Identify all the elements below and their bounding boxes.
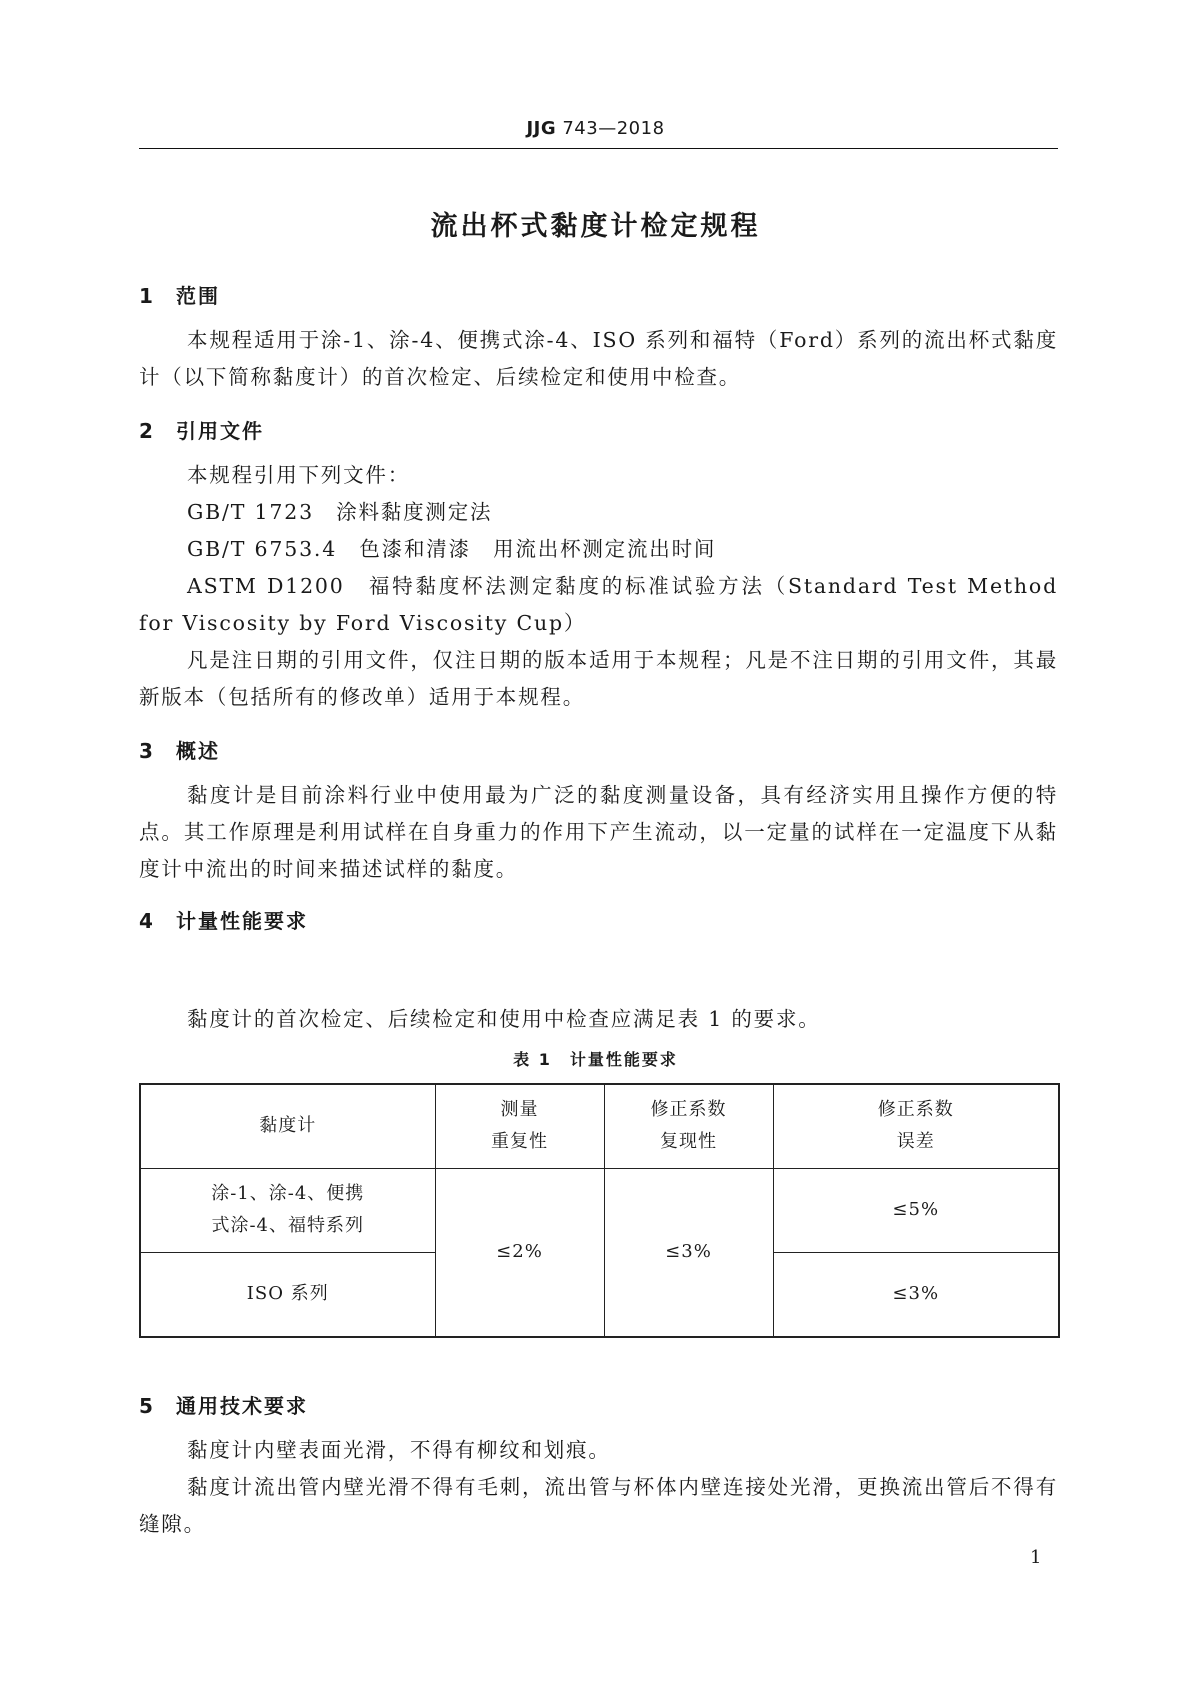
section-number: 3 bbox=[139, 739, 155, 763]
requirements-table bbox=[139, 1083, 1060, 1338]
section-heading-scope bbox=[139, 280, 220, 309]
table-caption: 表 1 计量性能要求 bbox=[513, 1050, 678, 1069]
header-error: 修正系数 误差 bbox=[773, 1084, 1059, 1168]
metrology-intro: 黏度计的首次检定、后续检定和使用中检查应满足表 1 的要求。 bbox=[187, 1007, 821, 1031]
section-title: 引用文件 bbox=[176, 419, 264, 443]
section-number: 1 bbox=[139, 284, 155, 308]
reproducibility-cell: ≤3% bbox=[604, 1168, 773, 1337]
reference-item: GB/T 1723 涂料黏度测定法 bbox=[187, 500, 493, 524]
section-heading-general bbox=[139, 1390, 308, 1419]
running-header bbox=[0, 118, 1191, 139]
repeatability-cell: ≤2% bbox=[435, 1168, 604, 1337]
header-reproducibility: 修正系数 复现性 bbox=[604, 1084, 773, 1168]
section-title: 概述 bbox=[176, 739, 220, 763]
section-heading-metrology bbox=[139, 905, 308, 934]
error-cell: ≤3% bbox=[773, 1252, 1059, 1337]
section-title: 通用技术要求 bbox=[176, 1394, 308, 1418]
table-row bbox=[140, 1168, 1059, 1252]
error-cell: ≤5% bbox=[773, 1168, 1059, 1252]
references-note: 凡是注日期的引用文件，仅注日期的版本适用于本规程；凡是不注日期的引用文件，其最新版本（包括所有的修改单）适用于本规程。 bbox=[139, 648, 1058, 709]
section-number: 5 bbox=[139, 1394, 155, 1418]
reference-item: GB/T 6753.4 色漆和清漆 用流出杯测定流出时间 bbox=[187, 537, 717, 561]
section-number: 2 bbox=[139, 419, 155, 443]
section-heading-overview bbox=[139, 735, 220, 764]
section-heading-references bbox=[139, 415, 264, 444]
viscometer-type-cell: ISO 系列 bbox=[140, 1252, 435, 1337]
general-requirement: 黏度计流出管内壁光滑不得有毛刺，流出管与杯体内壁连接处光滑，更换流出管后不得有缝隙。 bbox=[139, 1475, 1058, 1536]
section-title: 范围 bbox=[176, 284, 220, 308]
reference-item-astm: ASTM D1200 福特黏度杯法测定黏度的标准试验方法（Standard Test Method for Viscosity by Ford Viscosity Cup） bbox=[139, 574, 1058, 635]
general-requirement: 黏度计内壁表面光滑，不得有柳纹和划痕。 bbox=[187, 1438, 611, 1462]
table-header-row bbox=[140, 1084, 1059, 1168]
header-repeatability: 测量 重复性 bbox=[435, 1084, 604, 1168]
header-viscometer: 黏度计 bbox=[140, 1084, 435, 1168]
page-title: 流出杯式黏度计检定规程 bbox=[430, 211, 761, 242]
section-title: 计量性能要求 bbox=[176, 909, 308, 933]
section-number: 4 bbox=[139, 909, 155, 933]
overview-paragraph: 黏度计是目前涂料行业中使用最为广泛的黏度测量设备，具有经济实用且操作方便的特点。其工作原理是利用试样在自身重力的作用下产生流动，以一定量的试样在一定温度下从黏度计中流出的时间来描述试样的黏度。 bbox=[139, 783, 1058, 881]
viscometer-type-cell: 涂-1、涂-4、便携 式涂-4、福特系列 bbox=[140, 1168, 435, 1252]
header-rule bbox=[139, 148, 1058, 149]
scope-paragraph: 本规程适用于涂-1、涂-4、便携式涂-4、ISO 系列和福特（Ford）系列的流出杯式黏度计（以下简称黏度计）的首次检定、后续检定和使用中检查。 bbox=[139, 328, 1058, 389]
standard-code-prefix: JJG bbox=[526, 118, 557, 139]
references-intro: 本规程引用下列文件： bbox=[187, 463, 410, 487]
standard-code-number: 743—2018 bbox=[562, 118, 665, 139]
page-number: 1 bbox=[1030, 1547, 1042, 1568]
